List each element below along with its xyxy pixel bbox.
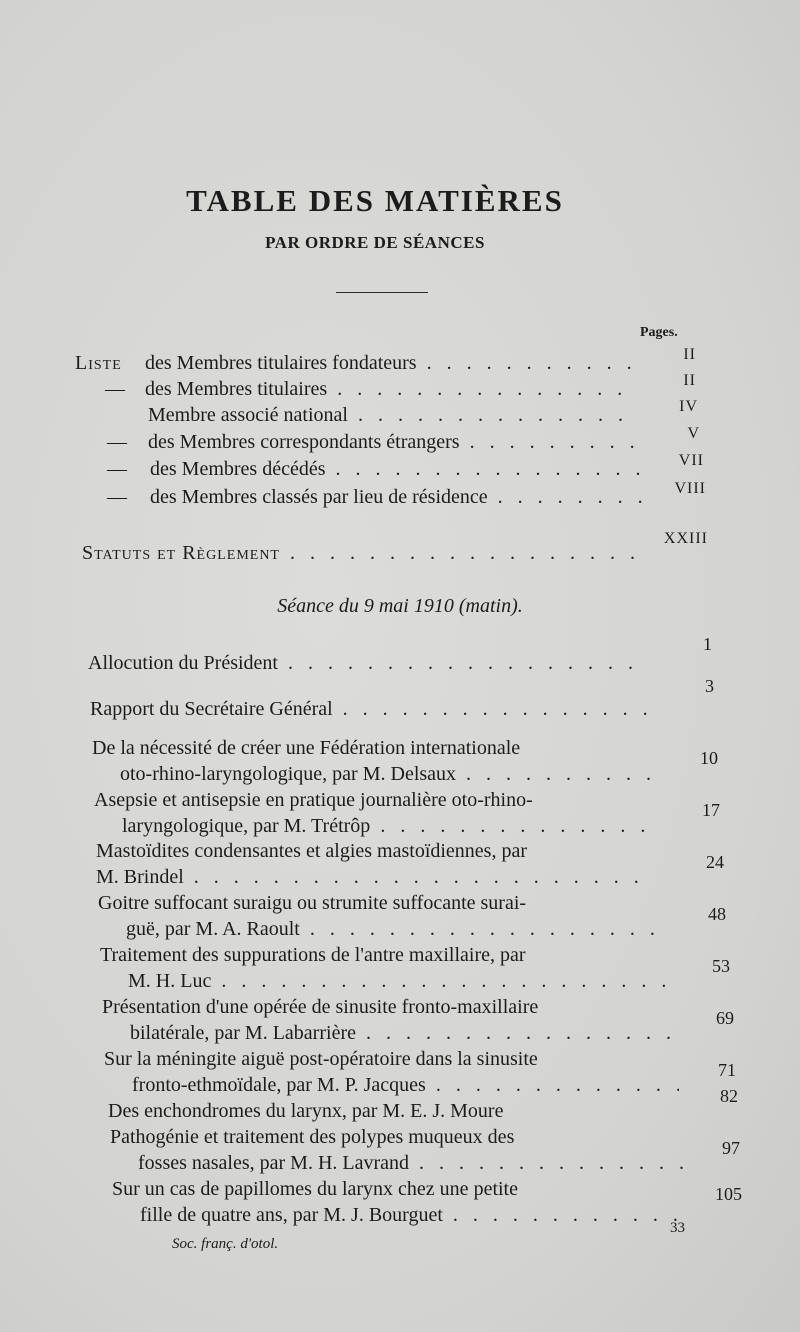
article-page: 97 (722, 1138, 740, 1158)
entry-prefix: — (107, 486, 127, 508)
entry-prefix: Liste (75, 352, 122, 374)
entry-text: des Membres correspondants étrangers . . . (148, 431, 638, 454)
entry-page: VII (678, 452, 704, 469)
entry-page: II (683, 346, 696, 363)
article-page: 10 (700, 748, 718, 768)
article-page: 17 (702, 800, 720, 820)
entry-prefix: — (107, 458, 127, 480)
article-entry (108, 1098, 683, 1124)
article-line1: Des enchondromes du larynx, par M. E. J. Moure (108, 1100, 504, 1122)
toc-entry (0, 480, 800, 514)
toc-entry (0, 676, 800, 726)
article-entry (100, 942, 670, 994)
article-page: 105 (715, 1184, 742, 1204)
article-page: 48 (708, 904, 726, 924)
entry-text: Rapport du Secrétaire Général . . . (90, 698, 650, 721)
article-page: 82 (720, 1086, 738, 1106)
entry-page: V (687, 425, 700, 442)
entry-text: Statuts et Règlement . . . (82, 542, 644, 565)
article-entry (96, 838, 666, 890)
signature-mark: 33 (670, 1220, 685, 1236)
article-line1: Mastoïdites condensantes et algies mastoïdiennes, par (96, 840, 528, 862)
article-line2: fronto-ethmoïdale, par M. P. Jacques . . . (104, 1072, 679, 1098)
page-title: TABLE DES MATIÈRES (186, 183, 564, 218)
article-line1: Sur la méningite aiguë post-opératoire dans la sinusite (104, 1048, 538, 1070)
article-line1: De la nécessité de créer une Fédération internationale (92, 737, 521, 759)
entry-text: Allocution du Président . . . (88, 652, 648, 675)
article-line2: M. Brindel . . . (96, 864, 646, 890)
entry-page: VIII (674, 480, 706, 497)
article-entry (104, 1046, 679, 1098)
article-line1: Présentation d'une opérée de sinusite fronto-maxillaire (102, 996, 539, 1018)
entry-text: des Membres titulaires . . . (145, 378, 635, 401)
entry-prefix: — (105, 378, 125, 400)
session-heading: Séance du 9 mai 1910 (matin). (277, 595, 523, 617)
title-divider (336, 292, 428, 293)
article-line1: Sur un cas de papillomes du larynx chez une petite (112, 1178, 518, 1200)
article-entry (112, 1176, 687, 1228)
entry-text: des Membres classés par lieu de résidence . . . (150, 486, 645, 509)
entry-page: IV (679, 398, 698, 415)
article-line2: bilatérale, par M. Labarrière . . . (102, 1020, 677, 1046)
article-entry (98, 890, 668, 942)
article-entry (102, 994, 677, 1046)
entry-text: des Membres décédés . . . (150, 458, 640, 481)
article-line2: fosses nasales, par M. H. Lavrand . . . (110, 1150, 685, 1176)
page-subtitle: PAR ORDRE DE SÉANCES (265, 233, 485, 252)
article-entry (110, 1124, 685, 1176)
entry-prefix: — (107, 431, 127, 453)
article-entry (92, 735, 652, 787)
pages-column-label: Pages. (640, 325, 678, 340)
toc-entry-statuts (0, 530, 800, 570)
article-line1: Asepsie et antisepsie en pratique journalière oto-rhino- (94, 789, 533, 811)
article-line2: oto-rhino-laryngologique, par M. Delsaux . . . (92, 761, 652, 787)
entry-page: II (683, 372, 696, 389)
article-line1: Goitre suffocant suraigu ou strumite suffocante surai- (98, 892, 527, 914)
article-page: 53 (712, 956, 730, 976)
article-entry (94, 787, 654, 839)
article-line2: M. H. Luc . . . (100, 968, 670, 994)
article-line1: Traitement des suppurations de l'antre maxillaire, par (100, 944, 526, 966)
running-footer: Soc. franç. d'otol. (172, 1236, 279, 1252)
entry-page: 1 (703, 634, 712, 654)
article-page: 71 (718, 1060, 736, 1080)
article-line2: fille de quatre ans, par M. J. Bourguet . . . (112, 1202, 687, 1228)
article-page: 24 (706, 852, 724, 872)
entry-text: Membre associé national . . . (148, 404, 638, 427)
entry-text: des Membres titulaires fondateurs . . . (145, 352, 635, 375)
article-line2: guë, par M. A. Raoult . . . (98, 916, 668, 942)
entry-page: 3 (705, 676, 714, 696)
article-line1: Pathogénie et traitement des polypes muqueux des (110, 1126, 515, 1148)
article-page: 69 (716, 1008, 734, 1028)
entry-page: XXIII (663, 530, 708, 547)
article-line2: laryngologique, par M. Trétrôp . . . (94, 813, 654, 839)
